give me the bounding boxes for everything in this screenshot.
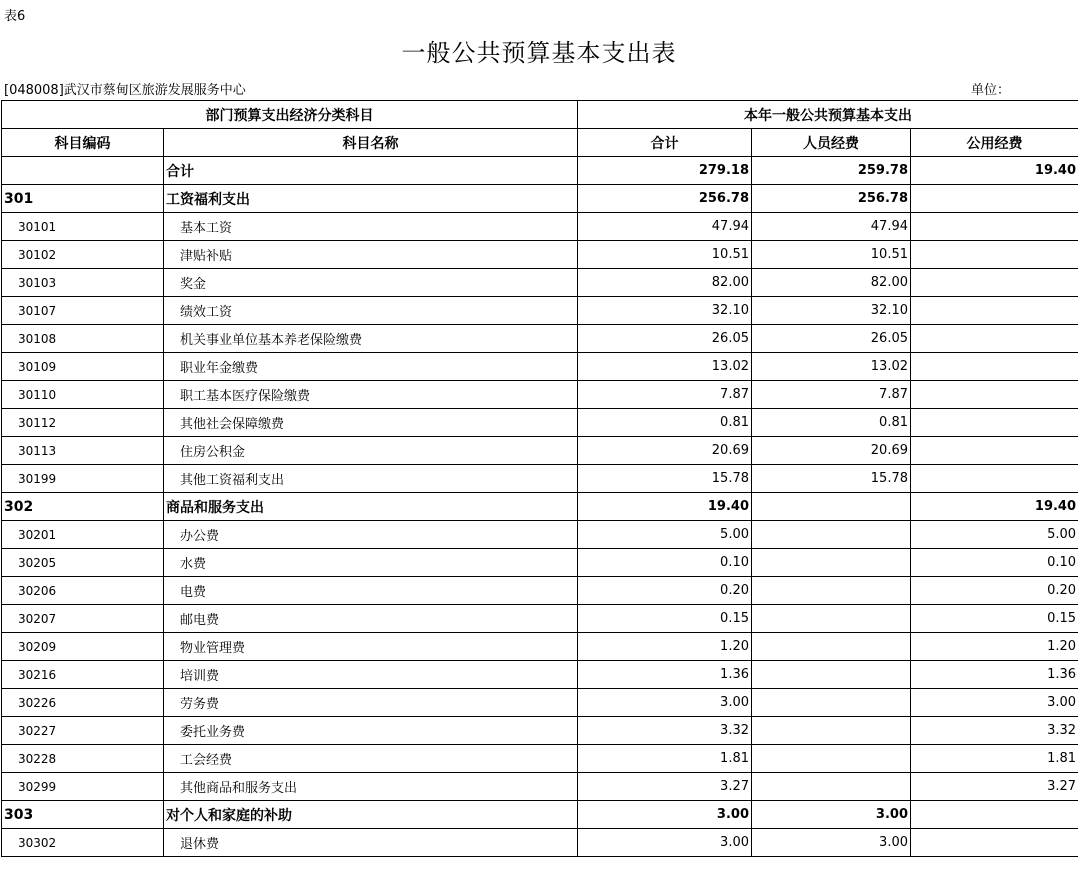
page-title: 一般公共预算基本支出表 [401, 39, 677, 67]
header-name: 科目名称 [164, 129, 578, 157]
cell-total: 3.00 [578, 801, 752, 829]
table-row [2, 717, 1078, 745]
cell-personnel: 3.00 [752, 829, 911, 857]
cell-code: 30207 [2, 605, 164, 633]
cell-name: 机关事业单位基本养老保险缴费 [164, 325, 578, 353]
header-economic-classification: 部门预算支出经济分类科目 [2, 101, 578, 129]
cell-name: 商品和服务支出 [164, 493, 578, 521]
cell-personnel: 3.00 [752, 801, 911, 829]
cell-total: 3.32 [578, 717, 752, 745]
cell-total: 26.05 [578, 325, 752, 353]
table-row [2, 325, 1078, 353]
table-row [2, 409, 1078, 437]
cell-total: 13.02 [578, 353, 752, 381]
cell-public [911, 241, 1078, 269]
table-number: 表6 [4, 9, 26, 24]
cell-personnel [752, 773, 911, 801]
cell-code: 30113 [2, 437, 164, 465]
cell-public: 1.81 [911, 745, 1078, 773]
cell-total: 82.00 [578, 269, 752, 297]
unit-name: [048008]武汉市蔡甸区旅游发展服务中心 [4, 83, 246, 98]
table-row [2, 213, 1078, 241]
table-row [2, 465, 1078, 493]
unit-label: 单位： [971, 83, 1011, 98]
cell-code: 303 [2, 801, 164, 829]
cell-public: 3.27 [911, 773, 1078, 801]
cell-public [911, 465, 1078, 493]
cell-public [911, 829, 1078, 857]
cell-total: 256.78 [578, 185, 752, 213]
cell-personnel: 82.00 [752, 269, 911, 297]
table-row [2, 437, 1078, 465]
cell-personnel [752, 717, 911, 745]
cell-code [2, 157, 164, 185]
header-basic-expenditure: 本年一般公共预算基本支出 [578, 101, 1078, 129]
cell-total: 0.20 [578, 577, 752, 605]
header-row-group [2, 101, 1078, 129]
cell-personnel: 256.78 [752, 185, 911, 213]
cell-public: 19.40 [911, 157, 1078, 185]
cell-total: 5.00 [578, 521, 752, 549]
cell-total: 20.69 [578, 437, 752, 465]
cell-name: 物业管理费 [164, 633, 578, 661]
cell-public: 3.00 [911, 689, 1078, 717]
cell-personnel [752, 549, 911, 577]
table-row [2, 381, 1078, 409]
table-row [2, 689, 1078, 717]
cell-total: 279.18 [578, 157, 752, 185]
cell-code: 30227 [2, 717, 164, 745]
cell-total: 0.15 [578, 605, 752, 633]
table-row [2, 605, 1078, 633]
cell-total: 1.81 [578, 745, 752, 773]
cell-total: 3.00 [578, 689, 752, 717]
table-row [2, 297, 1078, 325]
cell-personnel [752, 577, 911, 605]
cell-personnel: 20.69 [752, 437, 911, 465]
cell-name: 退休费 [164, 829, 578, 857]
cell-personnel: 259.78 [752, 157, 911, 185]
table-row [2, 577, 1078, 605]
cell-total: 19.40 [578, 493, 752, 521]
cell-public [911, 801, 1078, 829]
cell-code: 30299 [2, 773, 164, 801]
cell-code: 30112 [2, 409, 164, 437]
table-row [2, 661, 1078, 689]
table-row [2, 801, 1078, 829]
cell-name: 绩效工资 [164, 297, 578, 325]
cell-code: 30101 [2, 213, 164, 241]
cell-code: 30206 [2, 577, 164, 605]
cell-name: 津贴补贴 [164, 241, 578, 269]
cell-public [911, 213, 1078, 241]
cell-personnel: 10.51 [752, 241, 911, 269]
cell-personnel: 47.94 [752, 213, 911, 241]
header-row-columns [2, 129, 1078, 157]
cell-name: 培训费 [164, 661, 578, 689]
table-row [2, 241, 1078, 269]
cell-name: 办公费 [164, 521, 578, 549]
table-row [2, 633, 1078, 661]
cell-code: 30216 [2, 661, 164, 689]
header-public: 公用经费 [911, 129, 1078, 157]
cell-code: 30108 [2, 325, 164, 353]
header-total: 合计 [578, 129, 752, 157]
cell-total: 3.00 [578, 829, 752, 857]
cell-name: 其他商品和服务支出 [164, 773, 578, 801]
cell-personnel [752, 521, 911, 549]
cell-personnel [752, 689, 911, 717]
cell-personnel: 7.87 [752, 381, 911, 409]
cell-name: 对个人和家庭的补助 [164, 801, 578, 829]
cell-code: 302 [2, 493, 164, 521]
cell-total: 32.10 [578, 297, 752, 325]
cell-public [911, 409, 1078, 437]
cell-total: 1.36 [578, 661, 752, 689]
cell-public [911, 353, 1078, 381]
cell-public: 0.15 [911, 605, 1078, 633]
cell-personnel [752, 493, 911, 521]
cell-name: 合计 [164, 157, 578, 185]
cell-personnel: 32.10 [752, 297, 911, 325]
cell-personnel: 15.78 [752, 465, 911, 493]
cell-name: 职工基本医疗保险缴费 [164, 381, 578, 409]
cell-total: 3.27 [578, 773, 752, 801]
cell-total: 7.87 [578, 381, 752, 409]
table-row [2, 745, 1078, 773]
cell-personnel [752, 605, 911, 633]
cell-code: 30109 [2, 353, 164, 381]
cell-public: 19.40 [911, 493, 1078, 521]
cell-public [911, 437, 1078, 465]
cell-total: 15.78 [578, 465, 752, 493]
cell-code: 30199 [2, 465, 164, 493]
cell-code: 30201 [2, 521, 164, 549]
header-personnel: 人员经费 [752, 129, 911, 157]
cell-code: 30302 [2, 829, 164, 857]
table-row [2, 157, 1078, 185]
cell-public [911, 381, 1078, 409]
cell-name: 奖金 [164, 269, 578, 297]
cell-personnel: 0.81 [752, 409, 911, 437]
cell-name: 基本工资 [164, 213, 578, 241]
cell-public [911, 325, 1078, 353]
table-row [2, 829, 1078, 857]
cell-personnel: 26.05 [752, 325, 911, 353]
table-row [2, 185, 1078, 213]
cell-name: 劳务费 [164, 689, 578, 717]
cell-total: 0.81 [578, 409, 752, 437]
cell-code: 30228 [2, 745, 164, 773]
cell-total: 1.20 [578, 633, 752, 661]
cell-public: 1.36 [911, 661, 1078, 689]
cell-public [911, 297, 1078, 325]
cell-code: 30107 [2, 297, 164, 325]
cell-personnel [752, 633, 911, 661]
cell-code: 301 [2, 185, 164, 213]
table-row [2, 521, 1078, 549]
cell-name: 其他社会保障缴费 [164, 409, 578, 437]
cell-public: 1.20 [911, 633, 1078, 661]
table-row [2, 353, 1078, 381]
cell-name: 水费 [164, 549, 578, 577]
cell-public: 3.32 [911, 717, 1078, 745]
cell-code: 30103 [2, 269, 164, 297]
cell-name: 工会经费 [164, 745, 578, 773]
budget-table [1, 100, 1078, 857]
cell-public: 5.00 [911, 521, 1078, 549]
cell-personnel [752, 661, 911, 689]
cell-code: 30226 [2, 689, 164, 717]
cell-code: 30102 [2, 241, 164, 269]
header-code: 科目编码 [2, 129, 164, 157]
cell-name: 委托业务费 [164, 717, 578, 745]
cell-name: 职业年金缴费 [164, 353, 578, 381]
cell-public [911, 185, 1078, 213]
cell-total: 47.94 [578, 213, 752, 241]
cell-personnel: 13.02 [752, 353, 911, 381]
table-row [2, 773, 1078, 801]
table-row [2, 549, 1078, 577]
cell-name: 住房公积金 [164, 437, 578, 465]
cell-public [911, 269, 1078, 297]
cell-public: 0.10 [911, 549, 1078, 577]
cell-total: 0.10 [578, 549, 752, 577]
cell-name: 其他工资福利支出 [164, 465, 578, 493]
cell-name: 工资福利支出 [164, 185, 578, 213]
table-row [2, 493, 1078, 521]
cell-name: 邮电费 [164, 605, 578, 633]
cell-code: 30205 [2, 549, 164, 577]
cell-public: 0.20 [911, 577, 1078, 605]
cell-total: 10.51 [578, 241, 752, 269]
cell-code: 30209 [2, 633, 164, 661]
cell-personnel [752, 745, 911, 773]
table-row [2, 269, 1078, 297]
cell-code: 30110 [2, 381, 164, 409]
cell-name: 电费 [164, 577, 578, 605]
